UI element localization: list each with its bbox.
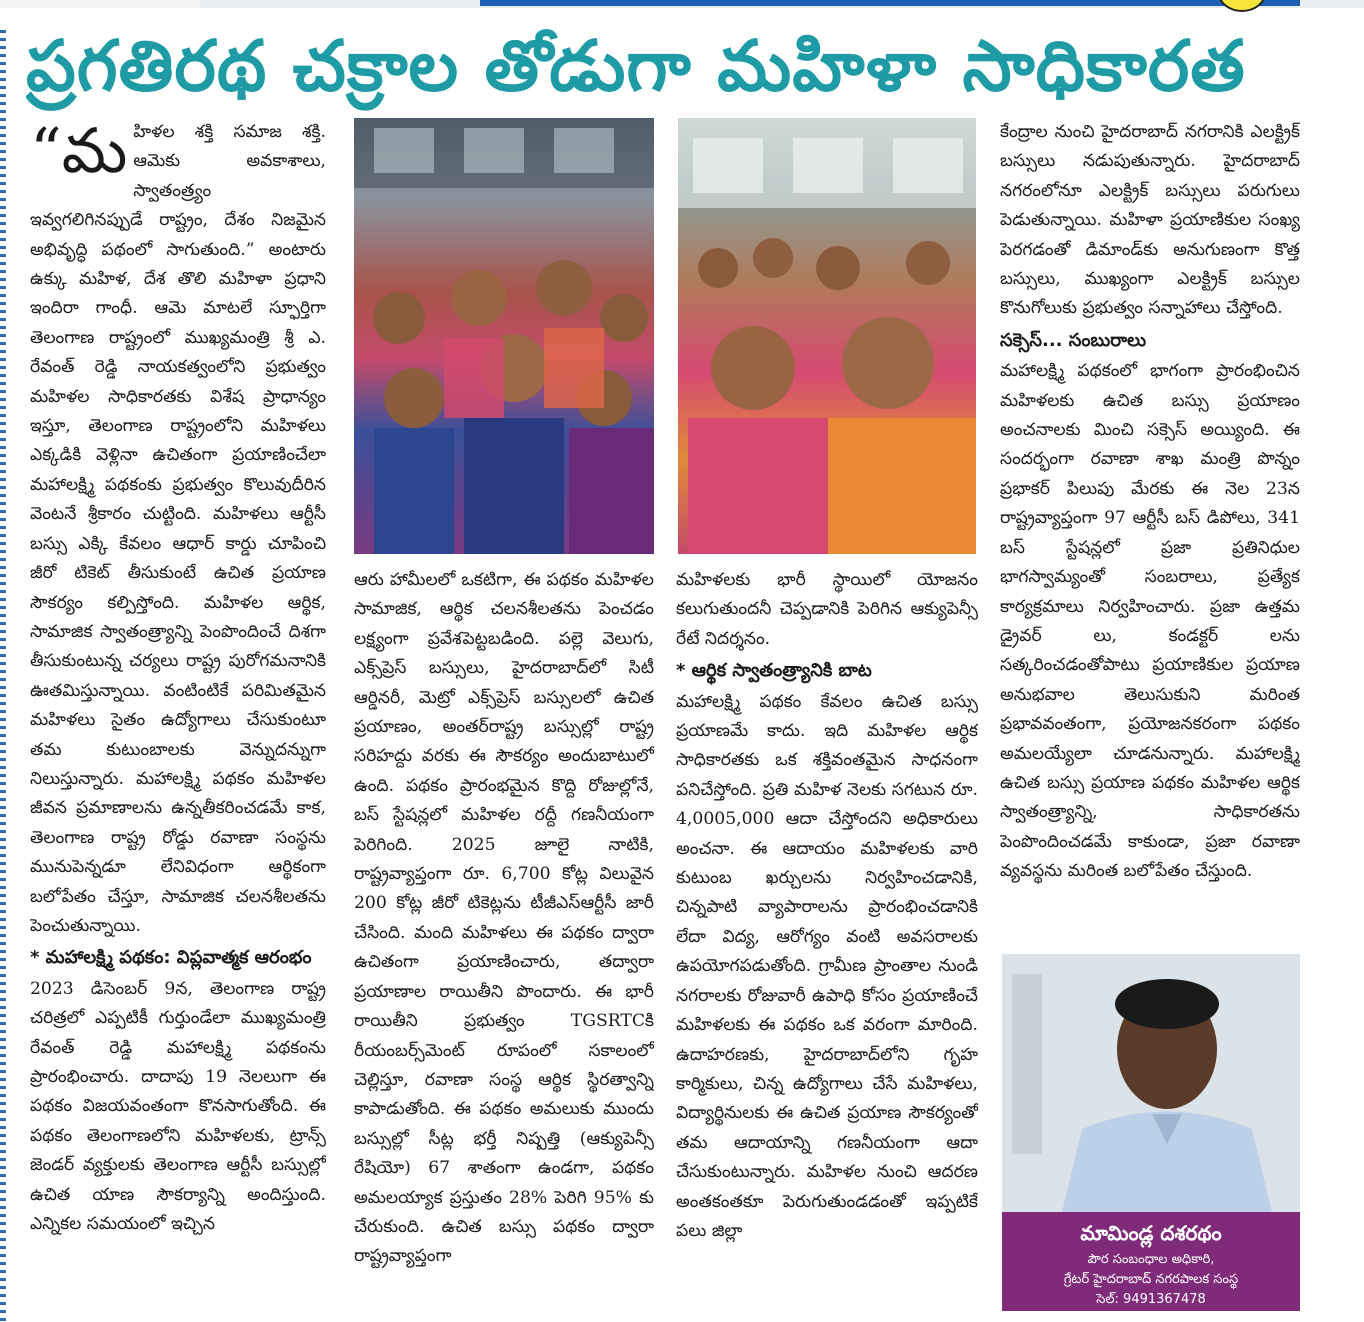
paragraph: మహిళలకు భారీ స్థాయిలో యోజనం కలుగుతుందనీ చెప్పడానికి పెరిగిన ఆక్యుపెన్సీ రేటే నిదర్శనం. bbox=[676, 570, 978, 649]
paragraph: మహాలక్ష్మి పథకం కేవలం ఉచిత బస్సు ప్రయాణమే కాదు. ఇది మహిళల ఆర్థిక సాధికారతకు ఒక శక్తివంతమైన సాధనంగా పనిచేస్తోంది. ప్రతి మహిళ నెలకు సగటున రూ. 4,0005,000 ఆదా చేస్తోందని అధికారులు అంచనా. ఈ ఆదాయం మహిళలకు వారి కుటుంబ ఖర్చులను నిర్వహించడానికి, చిన్నపాటి వ్యాపారాలను ప్రారంభించడానికి లేదా విద్య, ఆరోగ్యం వంటి అవసరాలకు ఉపయోగపడుతోంది. గ్రామీణ ప్రాంతాల నుండి నగరాలకు రోజువారీ ఉపాధి కోసం ప్రయాణించే మహిళలకు ఈ పథకం ఒక వరంగా మారింది. ఉదాహరణకు, హైదరాబాద్‌లోని గృహ కార్మికులు, చిన్న ఉద్యోగాలు చేసే మహిళలు, విద్యార్థినులకు ఈ ఉచిత ప్రయాణ సౌకర్యంతో తమ ఆదాయాన్ని గణనీయంగా ఆదా చేసుకుంటున్నారు. మహిళల నుంచి ఆదరణ అంతకంతకూ పెరుగుతుండడంతో ఇప్పటికే పలు జిల్లా bbox=[676, 691, 978, 1241]
photo-illustration bbox=[354, 118, 654, 554]
left-border-strip bbox=[0, 30, 6, 1322]
subheading: * మహాలక్ష్మి పథకం: విప్లవాత్మక ఆరంభం bbox=[30, 947, 312, 969]
paragraph: కేంద్రాల నుంచి హైదరాబాద్ నగరానికి ఎలక్ట్రిక్ బస్సులు నడుపుతున్నారు. హైదరాబాద్ నగరంలోనూ ఎలక్ట్రిక్ బస్సులు పరుగులు పెడుతున్నాయి. మహిళా ప్రయాణికుల సంఖ్య పెరగడంతో డిమాండ్‌కు అనుగుణంగా కొత్త బస్సులు, ముఖ్యంగా ఎలక్ట్రిక్ బస్సుల కొనుగోలుకు ప్రభుత్వం సన్నాహాలు చేస్తోంది. bbox=[1000, 122, 1300, 319]
author-organization: గ్రేటర్ హైదరాబాద్ నగరపాలక సంస్థ bbox=[1063, 1272, 1239, 1287]
person-icon bbox=[1002, 954, 1300, 1212]
paragraph: ఆరు హామీలలో ఒకటిగా, ఈ పథకం మహిళల సామాజిక, ఆర్థిక చలనశీలతను పెంచడం లక్ష్యంగా ప్రవేశపెట్టబడింది. పల్లె వెలుగు, ఎక్స్‌ప్రెస్ బస్సులు, హైదరాబాద్‌లో సిటీ ఆర్డినరీ, మెట్రో ఎక్స్‌ప్రెస్ బస్సులలో ఉచిత ప్రయాణం, అంతర్‌రాష్ట్ర బస్సుల్లో రాష్ట్ర సరిహద్దు వరకు ఈ సౌకర్యం అందుబాటులో ఉంది. పథకం ప్రారంభమైన కొద్ది రోజుల్లోనే, బస్ స్టేషన్లలో మహిళల రద్దీ గణనీయంగా పెరిగింది. 2025 జూలై నాటికి, రాష్ట్రవ్యాప్తంగా రూ. 6,700 కోట్ల విలువైన 200 కోట్ల జీరో టికెట్లను టీజీఎస్‌ఆర్టీసీ జారీ చేసింది. మంది మహిళలు ఈ పథకం ద్వారా ఉచితంగా ప్రయాణించారు, తద్వారా ప్రయాణాల రాయితీని పొందారు. ఈ భారీ రాయితీని ప్రభుత్వం TGSRTCకి రీయంబర్స్‌మెంట్ రూపంలో సకాలంలో చెల్లిస్తూ, రవాణా సంస్థ ఆర్థిక స్థిరత్వాన్ని కాపాడుతోంది. ఈ పథకం అమలుకు ముందు బస్సుల్లో సీట్ల భర్తీ నిష్పత్తి (ఆక్యుపెన్సీ రేషియో) 67 శాతంగా ఉండగా, పథకం అమలయ్యాక ప్రస్తుతం 28% పెరిగి 95% కు చేరుకుంది. ఉచిత బస్సు పథకం ద్వారా రాష్ట్రవ్యాప్తంగా bbox=[354, 570, 654, 1267]
author-box bbox=[1002, 954, 1300, 1311]
drop-cap: “మ bbox=[30, 118, 128, 187]
author-designation: పౌర సంబంధాల అధికారి, bbox=[1087, 1252, 1215, 1267]
top-strip-blue-band bbox=[480, 0, 1300, 6]
paragraph: హిళల శక్తి సమాజ శక్తి. ఆమెకు అవకాశాలు, స్వాతంత్ర్యం ఇవ్వగలిగినప్పుడే రాష్ట్రం, దేశం నిజమైన అభివృద్ధి పథంలో సాగుతుంది.” అంటారు ఉక్కు మహిళ, దేశ తొలి మహిళా ప్రధాని ఇందిరా గాంధీ. ఆమె మాటలే స్ఫూర్తిగా తెలంగాణ రాష్ట్రంలో ముఖ్యమంత్రి శ్రీ ఎ. రేవంత్ రెడ్డి నాయకత్వంలోని ప్రభుత్వం మహిళల సాధికారతకు విశేష ప్రాధాన్యం ఇస్తూ, తెలంగాణ రాష్ట్రంలోని మహిళలు ఎక్కడికి వెళ్లినా ఉచితంగా ప్రయాణించేలా మహాలక్ష్మి పథకంకు ప్రభుత్వం కొలువుదీరిన వెంటనే శ్రీకారం చుట్టింది. మహిళలు ఆర్టీసీ బస్సు ఎక్కి కేవలం ఆధార్ కార్డు చూపించి జీరో టికెట్ తీసుకుంటే ఉచిత ప్రయాణ సౌకర్యం కల్పిస్తోంది. మహిళల ఆర్థిక, సామాజిక స్వాతంత్ర్యాన్ని పెంపొందించే దిశగా తీసుకుంటున్న చర్యలు రాష్ట్ర పురోగమనానికి ఊతమిస్తున్నాయి. వంటింటికే పరిమితమైన మహిళలు సైతం ఉద్యోగాలు చేసుకుంటూ తమ కుటుంబాలకు వెన్నుదన్నుగా నిలుస్తున్నారు. మహాలక్ష్మి పథకం మహిళల జీవన ప్రమాణాలను ఉన్నతీకరించడమే కాక, తెలంగాణ రాష్ట్ర రోడ్డు రవాణా సంస్థను మునుపెన్నడూ లేనివిధంగా ఆర్థికంగా బలోపేతం చేస్తూ, సామాజిక చలనశీలతను పెంచుతున్నాయి. bbox=[30, 122, 326, 936]
author-phone: సెల్: 9491367478 bbox=[1096, 1292, 1206, 1307]
author-caption bbox=[1002, 1212, 1300, 1311]
top-strip-left bbox=[0, 0, 200, 8]
article-column-3 bbox=[676, 566, 978, 1322]
article-column-4 bbox=[1000, 118, 1300, 946]
article-column-1 bbox=[30, 118, 326, 1322]
photo-women-on-bus-group bbox=[354, 118, 654, 554]
photo-illustration bbox=[678, 118, 976, 554]
top-strip bbox=[0, 0, 1364, 8]
paragraph: మహాలక్ష్మి పథకంలో భాగంగా ప్రారంభించిన మహిళలకు ఉచిత బస్సు ప్రయాణం అంచనాలకు మించి సక్సెస్ అయ్యింది. ఈ సందర్భంగా రవాణా శాఖ మంత్రి పొన్నం ప్రభాకర్ పిలుపు మేరకు ఈ నెల 23న రాష్ట్రవ్యాప్తంగా 97 ఆర్టీసీ బస్ డిపోలు, 341 బస్ స్టేషన్లలో ప్రజా ప్రతినిధుల భాగస్వామ్యంతో సంబరాలు, ప్రత్యేక కార్యక్రమాలు నిర్వహించారు. ప్రజా ఉత్తమ డ్రైవర్ లు, కండక్టర్ లను సత్కరించడంతోపాటు ప్రయాణికుల ప్రయాణ అనుభవాల తెలుసుకుని మరింత ప్రభావవంతంగా, ప్రయోజనకరంగా పథకం అమలయ్యేలా చూడనున్నారు. మహాలక్ష్మి ఉచిత బస్సు ప్రయాణ పథకం మహిళల ఆర్థిక స్వాతంత్ర్యాన్ని, సాధికారతను పెంపొందించడమే కాకుండా, ప్రజా రవాణా వ్యవస్థను మరింత బలోపేతం చేస్తుంది. bbox=[1000, 361, 1300, 882]
headline: ప్రగతిరథ చక్రాల తోడుగా మహిళా సాధికారత bbox=[26, 25, 1246, 107]
article-column-2 bbox=[354, 566, 654, 1322]
author-name: మామిండ్ల దశరథం bbox=[1080, 1221, 1222, 1245]
subheading: సక్సెస్... సంబురాలు bbox=[1000, 329, 1147, 351]
author-photo bbox=[1002, 954, 1300, 1212]
subheading: * ఆర్థిక స్వాతంత్ర్యానికి బాట bbox=[676, 660, 872, 682]
photo-women-smiling-bus bbox=[678, 118, 976, 554]
yellow-badge bbox=[1218, 0, 1266, 12]
paragraph: 2023 డిసెంబర్ 9న, తెలంగాణ రాష్ట్ర చరిత్రలో ఎప్పటికీ గుర్తుండేలా ముఖ్యమంత్రి రేవంత్ రెడ్డి మహాలక్ష్మి పథకంను ప్రారంభించారు. దాదాపు 19 నెలలుగా ఈ పథకం విజయవంతంగా కొనసాగుతోంది. ఈ పథకం తెలంగాణలోని మహిళలకు, ట్రాన్స్ జెండర్ వ్యక్తులకు తెలంగాణ ఆర్టీసీ బస్సుల్లో ఉచిత యాణ సౌకర్యాన్ని అందిస్తుంది. ఎన్నికల సమయంలో ఇచ్చిన bbox=[30, 978, 326, 1235]
